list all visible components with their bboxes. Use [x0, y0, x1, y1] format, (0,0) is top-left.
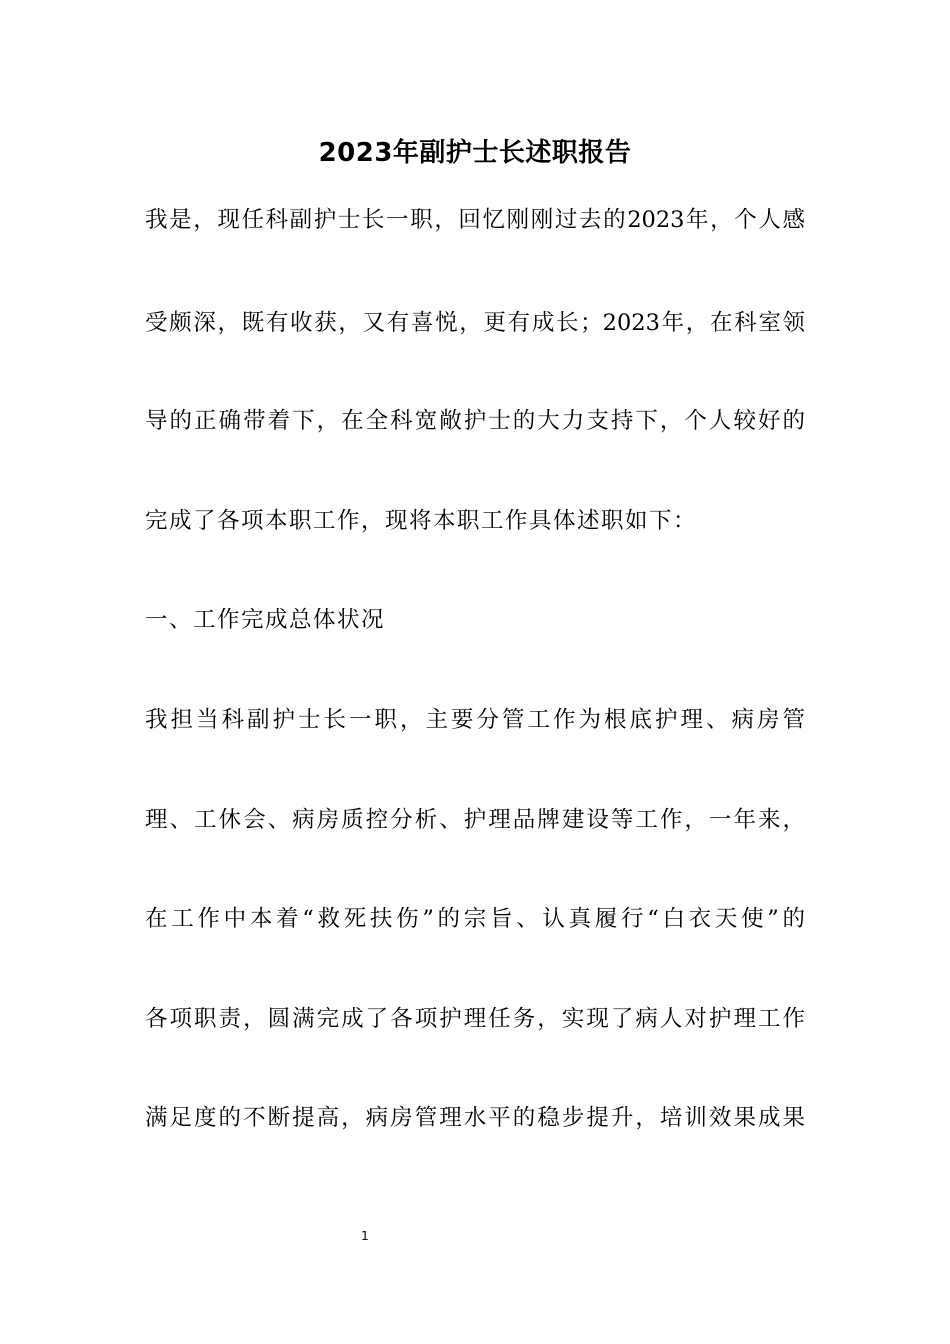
paragraph-line: 理、工休会、病房质控分析、护理品牌建设等工作，一年来，	[145, 807, 805, 833]
page-number: 1	[361, 1229, 369, 1243]
paragraph-line: 满足度的不断提高，病房管理水平的稳步提升，培训效果成果	[145, 1105, 805, 1131]
paragraph-line: 完成了各项本职工作，现将本职工作具体述职如下：	[145, 508, 698, 534]
document-title: 2023年副护士长述职报告	[318, 138, 632, 168]
paragraph-line: 各项职责，圆满完成了各项护理任务，实现了病人对护理工作	[145, 1006, 805, 1032]
paragraph-line: 我是，现任科副护士长一职，回忆刚刚过去的2023年，个人感	[145, 207, 805, 233]
paragraph-line: 在工作中本着“救死扶伤”的宗旨、认真履行“白衣天使”的	[145, 906, 805, 932]
paragraph-line: 导的正确带着下，在全科宽敞护士的大力支持下，个人较好的	[145, 408, 805, 434]
section-heading: 一、工作完成总体状况	[145, 607, 386, 633]
paragraph-line: 受颇深，既有收获，又有喜悦，更有成长；2023年，在科室领	[145, 310, 805, 336]
paragraph-line: 我担当科副护士长一职，主要分管工作为根底护理、病房管	[145, 707, 805, 733]
